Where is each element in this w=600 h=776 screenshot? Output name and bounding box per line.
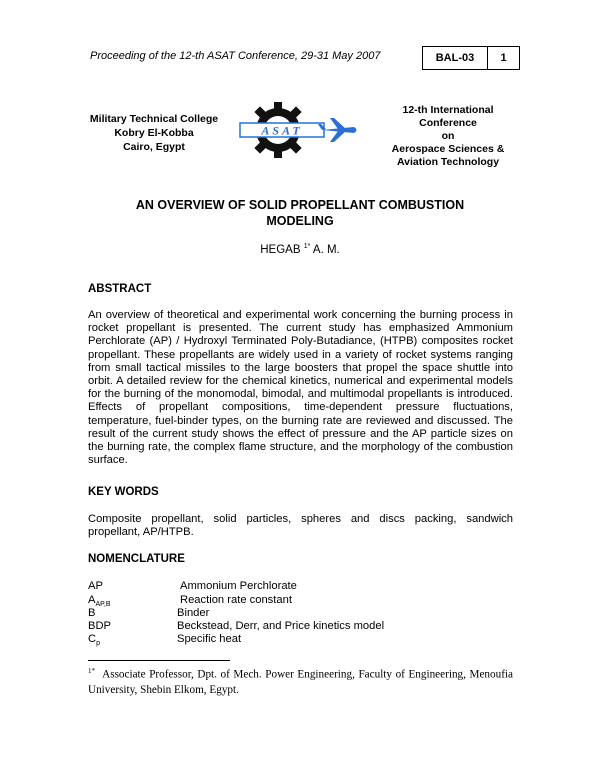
logo-text: ASAT (261, 123, 303, 138)
abstract-heading: ABSTRACT (88, 283, 152, 295)
keywords-text: Composite propellant, solid particles, spheres and discs packing, sandwich propellant, AP/HTPB. (88, 513, 513, 539)
nomenclature-row (88, 607, 513, 621)
affiliation-block (88, 112, 220, 154)
conference-line: on (441, 130, 455, 142)
affiliation-line: Kobry El-Kobba (114, 127, 194, 139)
title-line: AN OVERVIEW OF SOLID PROPELLANT COMBUSTION (135, 198, 465, 212)
footnote-text: Associate Professor, Dpt. of Mech. Power Engineering, Faculty of Engineering, Menoufia University, Shebin Elkom, Egypt. (88, 668, 513, 696)
keywords-heading: KEY WORDS (88, 486, 159, 498)
nomenclature-definition: Specific heat (177, 633, 242, 645)
affiliation-line: Cairo, Egypt (123, 141, 185, 153)
paper-code-box (422, 46, 520, 70)
conference-line: 12-th International Conference (402, 104, 494, 129)
paper-title (88, 197, 512, 229)
page-number: 1 (500, 52, 507, 64)
proceeding-header: Proceeding of the 12-th ASAT Conference, 29-31 May 2007 (90, 50, 381, 62)
author-line (88, 243, 512, 256)
nomenclature-definition: Reaction rate constant (180, 594, 292, 606)
paper-code: BAL-03 (423, 47, 488, 69)
footnote-rule (88, 660, 230, 661)
asat-logo (234, 100, 360, 160)
nomenclature-symbol: $A_{AP,B}$ (88, 594, 111, 609)
footnote (88, 664, 513, 698)
footnote-marker: 1* (88, 667, 95, 675)
author-name: HEGAB (260, 243, 301, 256)
author-marker: 1* (303, 243, 311, 250)
nomenclature-row (88, 620, 513, 634)
nomenclature-row (88, 580, 513, 594)
nomenclature-symbol: $C_p$ (88, 633, 100, 648)
conference-line: Aerospace Sciences & (391, 143, 505, 155)
nomenclature-symbol: BDP (88, 620, 112, 632)
nomenclature-definition: Ammonium Perchlorate (180, 580, 297, 592)
author-initials: A. M. (312, 243, 340, 256)
affiliation-line: Military Technical College (89, 113, 219, 125)
nomenclature-row (88, 594, 513, 608)
airplane-icon (318, 118, 357, 142)
nomenclature-row (88, 633, 513, 647)
conference-block (374, 104, 522, 169)
abstract-text: An overview of theoretical and experimental work concerning the burning process in rocket propellant is presented. The current study has emphasized Ammonium Perchlorate (AP) / Hydroxyl Terminated Poly-Butadiance, (HTPB) composites rocket propellant. These propellants are widely used in a variety of rocket systems ranging from small tactical missiles to the large boosters that propel the space shuttle into orbit. A detailed review for the chemical kinetics, numerical and experimental models for the burning of the monomodal, bimodal, and multimodal propellants is introduced. Effects of propellant compositions, time-dependent pressure fluctuations, temperature, fuel-binder types, on the burning rate are reviewed and discussed. The result of the current study shows the effect of pressure and the AP particle sizes on the burning rate, the complex flame structure, and the morphology of the combustion surface. (88, 309, 513, 467)
title-line: MODELING (266, 214, 334, 228)
conference-line: Aviation Technology (396, 156, 500, 168)
nomenclature-symbol: B (88, 607, 96, 619)
nomenclature-definition: Binder (177, 607, 210, 619)
nomenclature-heading: NOMENCLATURE (88, 553, 185, 565)
nomenclature-definition: Beckstead, Derr, and Price kinetics model (177, 620, 385, 632)
nomenclature-symbol: AP (88, 580, 103, 592)
